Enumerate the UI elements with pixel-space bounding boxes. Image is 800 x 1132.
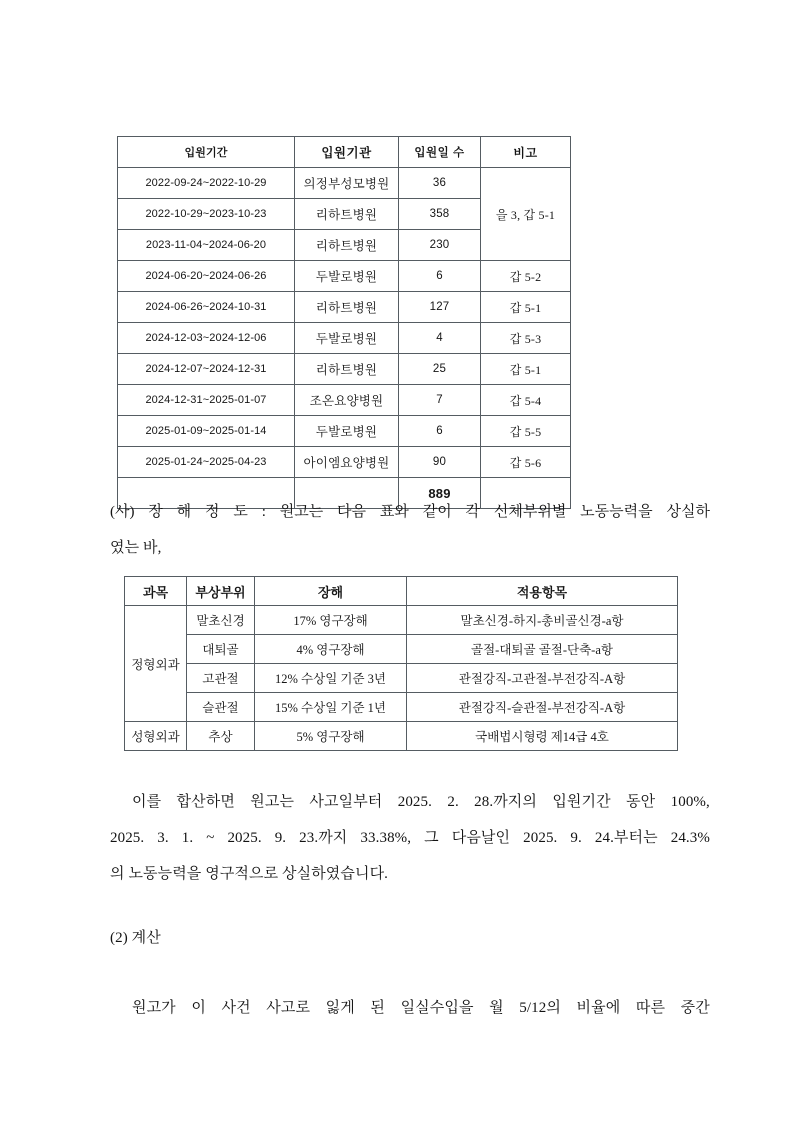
text-token: 합산하면 (176, 794, 235, 810)
disability-table-body (125, 606, 678, 751)
cell-note: 갑 5-6 (481, 447, 571, 478)
paragraph-line (110, 784, 710, 820)
cell-note: 갑 5-4 (481, 385, 571, 416)
column-header-department: 과목 (125, 577, 187, 606)
paragraph-line: 의 노동능력을 영구적으로 상실하였습니다. (110, 866, 389, 882)
cell-organization: 의정부성모병원 (295, 168, 399, 199)
text-token: 동안 (626, 794, 656, 810)
cell-period: 2024-12-03~2024-12-06 (118, 323, 295, 354)
cell-total-days: 889 (399, 478, 481, 509)
paragraph-line (110, 820, 710, 856)
text-token: 9. (570, 830, 582, 846)
text-token: 중간 (680, 1000, 710, 1016)
table-row (118, 168, 571, 199)
cell-days: 36 (399, 168, 481, 199)
text-token: ~ (206, 830, 215, 846)
paragraph-line: 였는 바, (110, 540, 162, 556)
text-token: 다음날인 (451, 830, 511, 846)
text-token: 표와 (379, 504, 409, 520)
paragraph-calculation (110, 990, 710, 1026)
text-token: 사건 (221, 1000, 251, 1016)
paragraph-line (110, 990, 710, 1026)
cell-period: 2025-01-09~2025-01-14 (118, 416, 295, 447)
text-token: 100%, (670, 794, 710, 810)
disability-table-head (125, 577, 678, 606)
text-token: 정 (205, 504, 220, 520)
cell-period: 2022-09-24~2022-10-29 (118, 168, 295, 199)
text-token: 2. (447, 794, 459, 810)
column-header-disability: 장해 (255, 577, 407, 606)
table-row (118, 447, 571, 478)
text-token: 9. (274, 830, 287, 846)
cell-injury-part: 말초신경 (187, 606, 255, 635)
cell-days: 6 (399, 416, 481, 447)
cell-disability: 15% 수상일 기준 1년 (255, 693, 407, 722)
cell-organization: 리하트병원 (295, 354, 399, 385)
paragraph-disability-intro (110, 494, 710, 566)
text-token: 노동능력을 (580, 504, 653, 520)
text-token: 신체부위별 (493, 504, 567, 520)
cell-period: 2024-12-07~2024-12-31 (118, 354, 295, 385)
text-token: 24.부터는 (594, 830, 658, 846)
paragraph-line (110, 494, 710, 530)
table-row (125, 664, 678, 693)
table-header-row (125, 577, 678, 606)
cell-days: 90 (399, 447, 481, 478)
cell-disability: 4% 영구장해 (255, 635, 407, 664)
cell-days: 25 (399, 354, 481, 385)
text-token: 같이 (422, 504, 452, 520)
text-token: 5/12의 (519, 1000, 561, 1016)
cell-period: 2024-06-26~2024-10-31 (118, 292, 295, 323)
cell-organization: 두발로병원 (295, 261, 399, 292)
text-token: 잃게 (325, 1000, 355, 1016)
table-header-row (118, 137, 571, 168)
cell-injury-part: 슬관절 (187, 693, 255, 722)
cell-applied-item: 국배법시형령 제14급 4호 (407, 722, 678, 751)
text-token: 원고는 (279, 504, 324, 520)
text-token: 해 (176, 504, 192, 520)
cell-organization: 두발로병원 (295, 416, 399, 447)
cell-department: 정형외과 (125, 606, 187, 722)
text-token: : (261, 504, 266, 520)
table-row (118, 416, 571, 447)
cell-organization: 리하트병원 (295, 230, 399, 261)
table-row (125, 722, 678, 751)
cell-note: 갑 5-5 (481, 416, 571, 447)
text-token: 이 (191, 1000, 206, 1016)
text-token: 사고로 (266, 1000, 311, 1016)
text-token: 23.까지 (299, 830, 348, 846)
heading-calculation (110, 920, 710, 956)
hospitalization-table (117, 136, 571, 509)
cell-days: 127 (399, 292, 481, 323)
cell-applied-item: 골절-대퇴골 골절-단축-a항 (407, 635, 678, 664)
paragraph-summary (110, 784, 710, 892)
cell-days: 4 (399, 323, 481, 354)
cell-period: 2023-11-04~2024-06-20 (118, 230, 295, 261)
cell-organization: 아이엠요양병원 (295, 447, 399, 478)
text-token: 각 (465, 504, 481, 520)
text-token: 그 (424, 830, 439, 846)
text-token: 원고가 (132, 1000, 176, 1016)
text-token: 입원기간 (552, 794, 611, 810)
cell-days: 6 (399, 261, 481, 292)
text-token: 사고일부터 (309, 794, 383, 810)
text-token: 도 (233, 504, 248, 520)
table-row (125, 606, 678, 635)
cell-disability: 12% 수상일 기준 3년 (255, 664, 407, 693)
text-token: 2025. (397, 794, 432, 810)
column-header-period: 입원기간 (118, 137, 295, 168)
table-row (125, 693, 678, 722)
cell-organization: 리하트병원 (295, 199, 399, 230)
column-header-applied-item: 적용항목 (407, 577, 678, 606)
cell-department: 성형외과 (125, 722, 187, 751)
table-row (118, 385, 571, 416)
text-token: 24.3% (670, 830, 710, 846)
column-header-injury-part: 부상부위 (187, 577, 255, 606)
text-token: 33.38%, (360, 830, 412, 846)
cell-applied-item: 관절강직-고관절-부전강직-A항 (407, 664, 678, 693)
cell-note: 갑 5-2 (481, 261, 571, 292)
column-header-organization: 입원기관 (295, 137, 399, 168)
text-token: 2025. (227, 830, 262, 846)
text-token: 28.까지의 (474, 794, 537, 810)
cell-organization: 리하트병원 (295, 292, 399, 323)
cell-note: 갑 5-1 (481, 354, 571, 385)
table-row (118, 261, 571, 292)
disability-table (124, 576, 678, 751)
cell-disability: 17% 영구장해 (255, 606, 407, 635)
table-row (118, 323, 571, 354)
hospitalization-table-head (118, 137, 571, 168)
heading-text: (2) 계산 (110, 930, 161, 946)
cell-note: 을 3, 갑 5-1 (481, 168, 571, 261)
cell-period: 2024-12-31~2025-01-07 (118, 385, 295, 416)
table-row (125, 635, 678, 664)
text-token: 원고는 (250, 794, 295, 810)
table-row (118, 292, 571, 323)
text-token: 장 (148, 504, 163, 520)
text-token: 따른 (635, 1000, 666, 1016)
cell-note: 갑 5-3 (481, 323, 571, 354)
cell-period: 2024-06-20~2024-06-26 (118, 261, 295, 292)
cell-period: 2022-10-29~2023-10-23 (118, 199, 295, 230)
text-token: 이를 (132, 794, 162, 810)
cell-injury-part: 고관절 (187, 664, 255, 693)
cell-note: 갑 5-1 (481, 292, 571, 323)
text-token: 2025. (110, 830, 145, 846)
text-token: 일실수입을 (400, 1000, 474, 1016)
cell-days: 358 (399, 199, 481, 230)
hospitalization-table-body (118, 168, 571, 509)
column-header-days: 입원일 수 (399, 137, 481, 168)
text-token: 다음 (337, 504, 367, 520)
cell-organization: 조온요양병원 (295, 385, 399, 416)
text-token: 된 (370, 1000, 386, 1016)
text-token: 월 (489, 1000, 504, 1016)
column-header-note: 비고 (481, 137, 571, 168)
text-token: 3. (157, 830, 169, 846)
cell-injury-part: 추상 (187, 722, 255, 751)
cell-organization: 두발로병원 (295, 323, 399, 354)
text-token: 비율에 (576, 1000, 621, 1016)
cell-period: 2025-01-24~2025-04-23 (118, 447, 295, 478)
cell-applied-item: 관절강직-슬관절-부전강직-A항 (407, 693, 678, 722)
text-token: 상실하 (666, 504, 710, 520)
cell-applied-item: 말초신경-하지-총비골신경-a항 (407, 606, 678, 635)
cell-days: 230 (399, 230, 481, 261)
text-token: 2025. (523, 830, 558, 846)
text-token: (사) (110, 504, 135, 520)
text-token: 1. (181, 830, 194, 846)
cell-injury-part: 대퇴골 (187, 635, 255, 664)
cell-disability: 5% 영구장해 (255, 722, 407, 751)
table-row (118, 354, 571, 385)
cell-days: 7 (399, 385, 481, 416)
